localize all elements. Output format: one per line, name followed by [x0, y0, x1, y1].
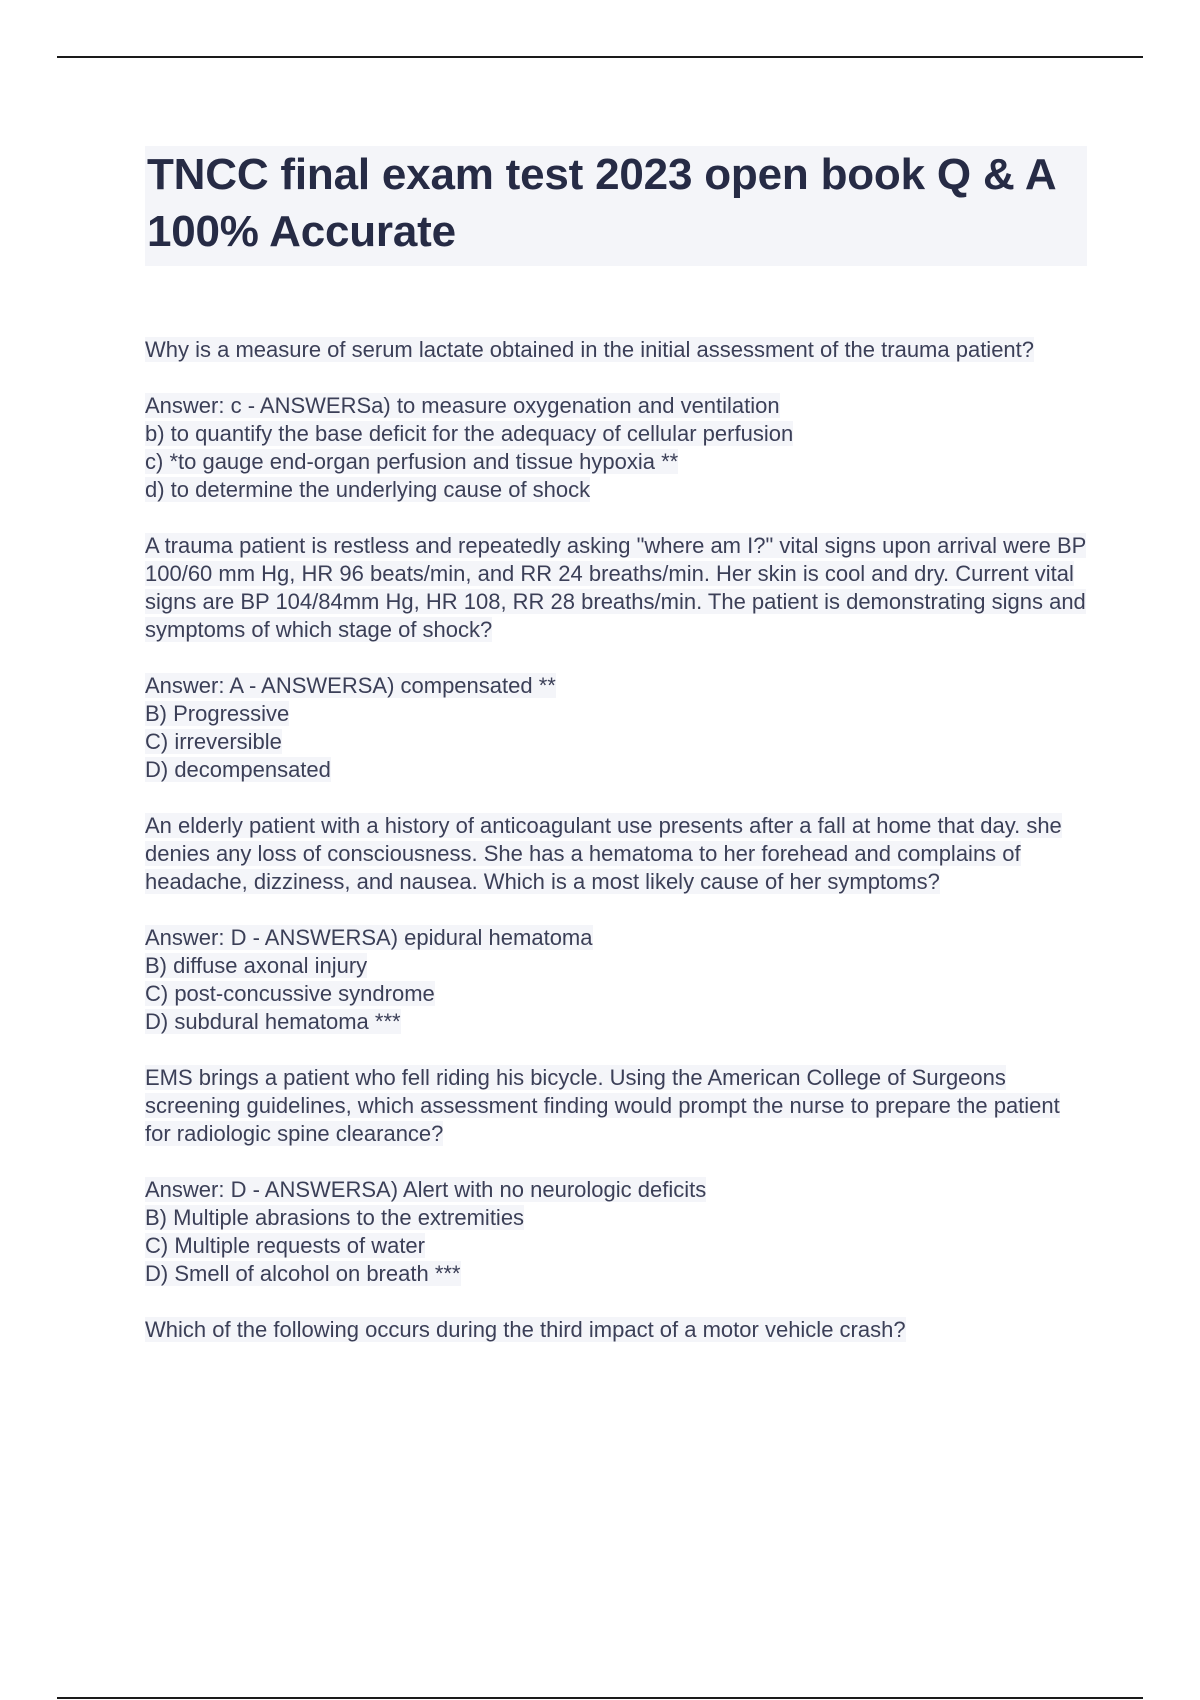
- question-text: [145, 1316, 1090, 1344]
- question-2: A trauma patient is restless and repeatedly asking "where am I?" vital signs upon arrival were BP 100/60 mm Hg, HR 96 beats/min, and RR 24 breaths/min. Her skin is cool and dry. Current vital signs are BP 104/84mm Hg, HR 108, RR 28 breaths/min. The patient is demonstrating signs and symptoms of which stage of shock?: [145, 533, 1087, 642]
- question-3: An elderly patient with a history of anticoagulant use presents after a fall at home that day. she denies any loss of consciousness. She has a hematoma to her forehead and complains of headache, dizziness, and nausea. Which is a most likely cause of her symptoms?: [145, 813, 1062, 894]
- question-text: [145, 336, 1090, 364]
- answer-block: [145, 672, 1090, 784]
- question-4: EMS brings a patient who fell riding his bicycle. Using the American College of Surgeons screening guidelines, which assessment finding would prompt the nurse to prepare the patient for radiologic spine clearance?: [145, 1065, 1060, 1146]
- qa-item-4: [145, 1064, 1090, 1288]
- answer-line: b) to quantify the base deficit for the adequacy of cellular perfusion: [145, 421, 794, 446]
- question-text: [145, 1064, 1090, 1148]
- answer-line: B) Progressive: [145, 701, 290, 726]
- question-1: Why is a measure of serum lactate obtained in the initial assessment of the trauma patient?: [145, 337, 1035, 362]
- answer-line: C) irreversible: [145, 729, 282, 754]
- answer-line: C) post-concussive syndrome: [145, 981, 435, 1006]
- answer-line: Answer: A - ANSWERSA) compensated **: [145, 673, 556, 698]
- question-text: [145, 532, 1090, 644]
- qa-item-2: [145, 532, 1090, 784]
- answer-line: c) *to gauge end-organ perfusion and tissue hypoxia **: [145, 449, 679, 474]
- answer-line: B) diffuse axonal injury: [145, 953, 368, 978]
- question-5: Which of the following occurs during the third impact of a motor vehicle crash?: [145, 1317, 906, 1342]
- answer-block: [145, 1176, 1090, 1288]
- answer-line: D) subdural hematoma ***: [145, 1009, 401, 1034]
- qa-item-1: [145, 336, 1090, 504]
- question-text: [145, 812, 1090, 896]
- qa-item-3: [145, 812, 1090, 1036]
- answer-line: C) Multiple requests of water: [145, 1233, 425, 1258]
- answer-line: Answer: D - ANSWERSA) Alert with no neurologic deficits: [145, 1177, 707, 1202]
- answer-block: [145, 924, 1090, 1036]
- top-rule: [57, 56, 1143, 58]
- bottom-rule: [57, 1697, 1143, 1699]
- answer-line: B) Multiple abrasions to the extremities: [145, 1205, 525, 1230]
- answer-line: Answer: D - ANSWERSA) epidural hematoma: [145, 925, 593, 950]
- answer-line: Answer: c - ANSWERSa) to measure oxygenation and ventilation: [145, 393, 780, 418]
- answer-block: [145, 392, 1090, 504]
- document-title: TNCC final exam test 2023 open book Q & A 100% Accurate: [147, 150, 1055, 256]
- qa-item-5: [145, 1316, 1090, 1344]
- title-block: [145, 146, 1087, 266]
- answer-line: D) Smell of alcohol on breath ***: [145, 1261, 461, 1286]
- answer-line: d) to determine the underlying cause of shock: [145, 477, 591, 502]
- answer-line: D) decompensated: [145, 757, 331, 782]
- qa-content: [145, 336, 1090, 1372]
